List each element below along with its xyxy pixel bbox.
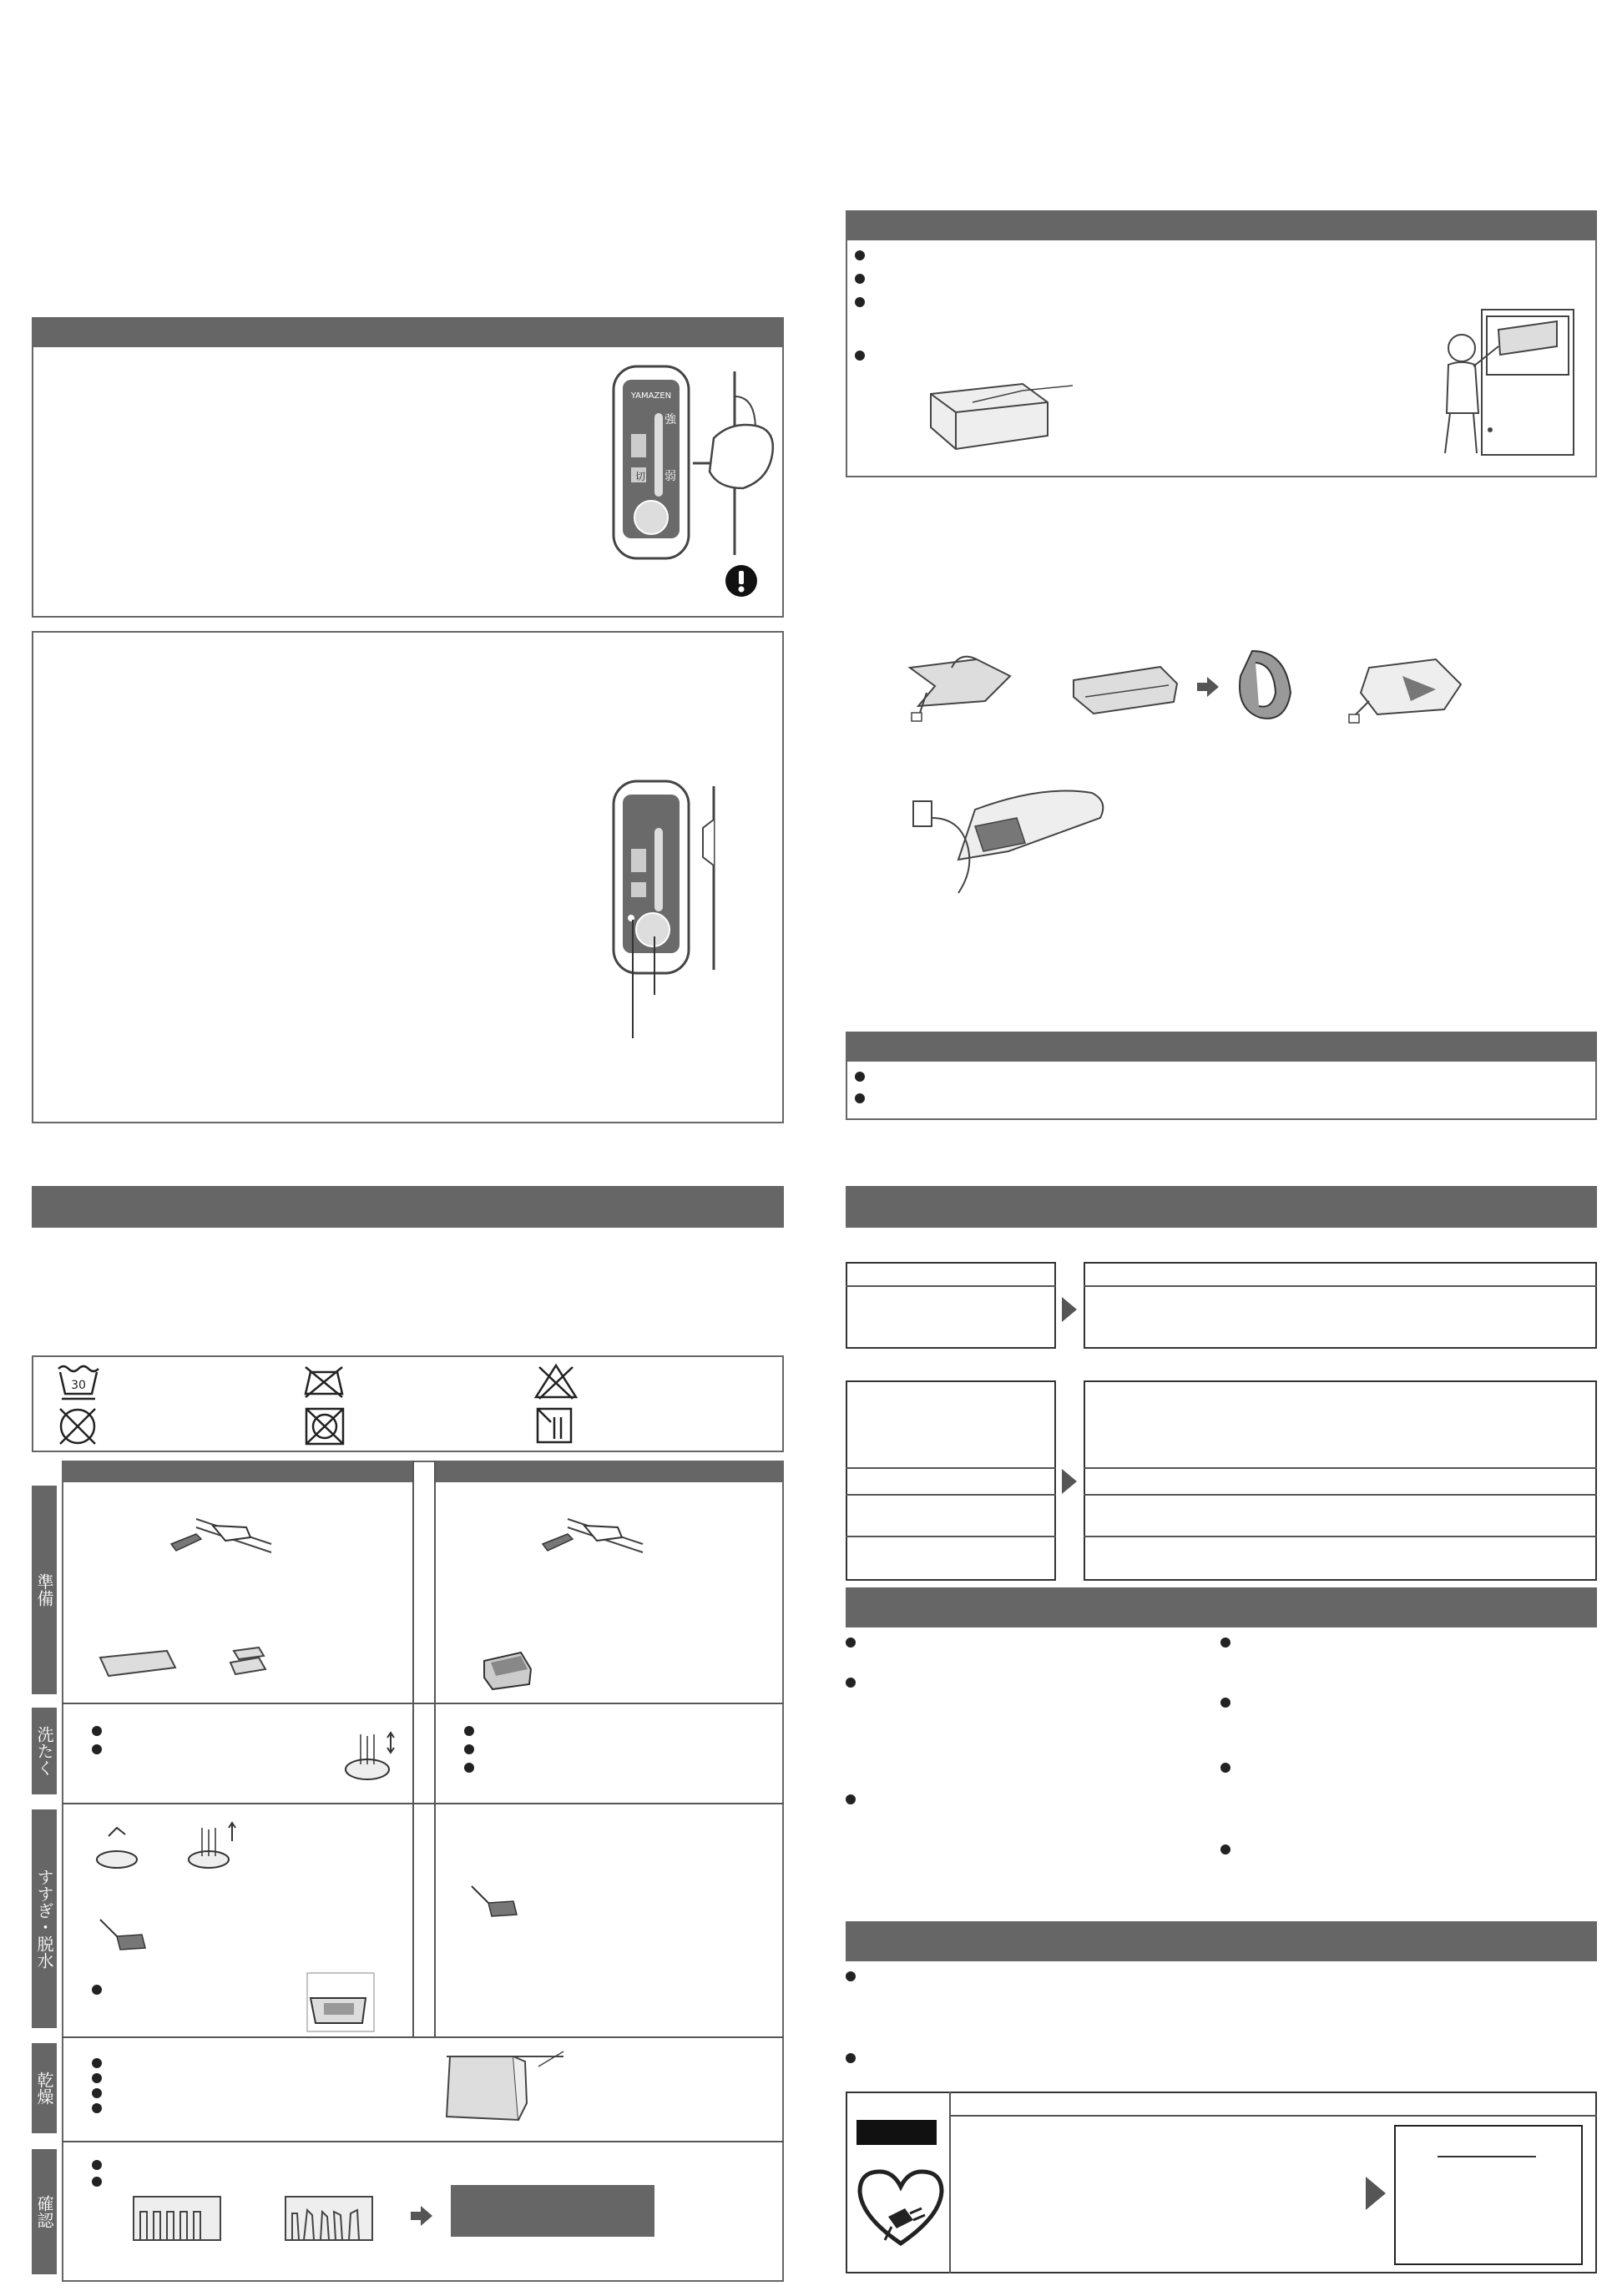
- folded-carpet-illustration: [92, 1643, 284, 1684]
- laundry-section-header: [32, 1186, 784, 1228]
- safety-label-bar: [856, 2120, 937, 2145]
- side-tab-rinse: すすぎ・脱水: [32, 1809, 57, 2028]
- spin-illustration: [92, 1911, 159, 1961]
- safety-check-inner-box: [1394, 2125, 1583, 2265]
- rinse-illustration: [92, 1819, 242, 1878]
- laundry-net-illustration: [479, 1644, 538, 1694]
- controller-brand: YAMAZEN: [630, 391, 672, 401]
- result-dark-box: [451, 2185, 654, 2237]
- triangle-arrow-icon-2: [1060, 1467, 1079, 1496]
- controller-illustration-2: [609, 778, 751, 1045]
- note-section-header: [846, 1032, 1597, 1062]
- fold-step-2: [1069, 655, 1185, 722]
- heart-plug-icon: [855, 2167, 947, 2250]
- cautions-section-header: [846, 1587, 1597, 1627]
- no-iron-icon: [301, 1362, 347, 1400]
- disposal-section-header: [846, 1921, 1597, 1961]
- fold-arrow-icon: [1195, 674, 1220, 699]
- storage-box-illustration: [922, 369, 1073, 452]
- troubleshooting-section-header: [846, 1186, 1597, 1228]
- triangle-arrow-icon: [1060, 1295, 1079, 1324]
- warning-icon: [725, 564, 758, 598]
- bathtub-illustration: [307, 1973, 374, 2031]
- plug-cord-illustration-2: [534, 1511, 651, 1561]
- plug-cord-illustration: [163, 1511, 280, 1561]
- no-tumble-dry-icon: [302, 1405, 347, 1447]
- fold-step-4: [1344, 651, 1469, 726]
- controller-off: 切: [635, 471, 646, 482]
- controller-low: 弱: [664, 470, 676, 483]
- person-closet-illustration: [1432, 305, 1582, 455]
- fold-step-1: [902, 643, 1035, 726]
- wash-temp: 30: [71, 1379, 86, 1392]
- side-tab-dry: 乾燥: [32, 2043, 57, 2133]
- blanket-plug-illustration: [908, 776, 1109, 901]
- steps-col-a-header: [62, 1461, 412, 1482]
- symptom-box-2: [846, 1380, 1056, 1581]
- spin-illustration-2: [463, 1878, 530, 1928]
- controller-section-header: [32, 317, 784, 347]
- controller-high: 強: [664, 413, 676, 426]
- steps-col-b-header: [434, 1461, 784, 1482]
- no-bleach-icon: [533, 1362, 579, 1400]
- remedy-box-1: [1084, 1262, 1597, 1349]
- wash-tub-30-icon: [55, 1362, 102, 1402]
- side-tab-prep: 準備: [32, 1486, 57, 1694]
- wash-tub-illustration: [342, 1726, 401, 1784]
- symptom-box-1: [846, 1262, 1056, 1349]
- safety-arrow-icon: [1364, 2175, 1387, 2212]
- fold-step-3: [1227, 643, 1302, 726]
- line-dry-illustration: [438, 2045, 572, 2128]
- side-tab-wash: 洗たく: [32, 1708, 57, 1794]
- storage-section-header: [846, 210, 1597, 240]
- no-dryclean-icon: [55, 1405, 100, 1447]
- heater-wire-ng-illustration: [284, 2195, 376, 2242]
- controller-illustration: [609, 363, 793, 563]
- heater-wire-ok-illustration: [132, 2195, 224, 2242]
- line-dry-shade-icon: [534, 1405, 576, 1446]
- care-symbols-box: [32, 1355, 784, 1452]
- arrow-right-icon: [409, 2203, 434, 2228]
- remedy-box-2: [1084, 1380, 1597, 1581]
- side-tab-check: 確認: [32, 2149, 57, 2274]
